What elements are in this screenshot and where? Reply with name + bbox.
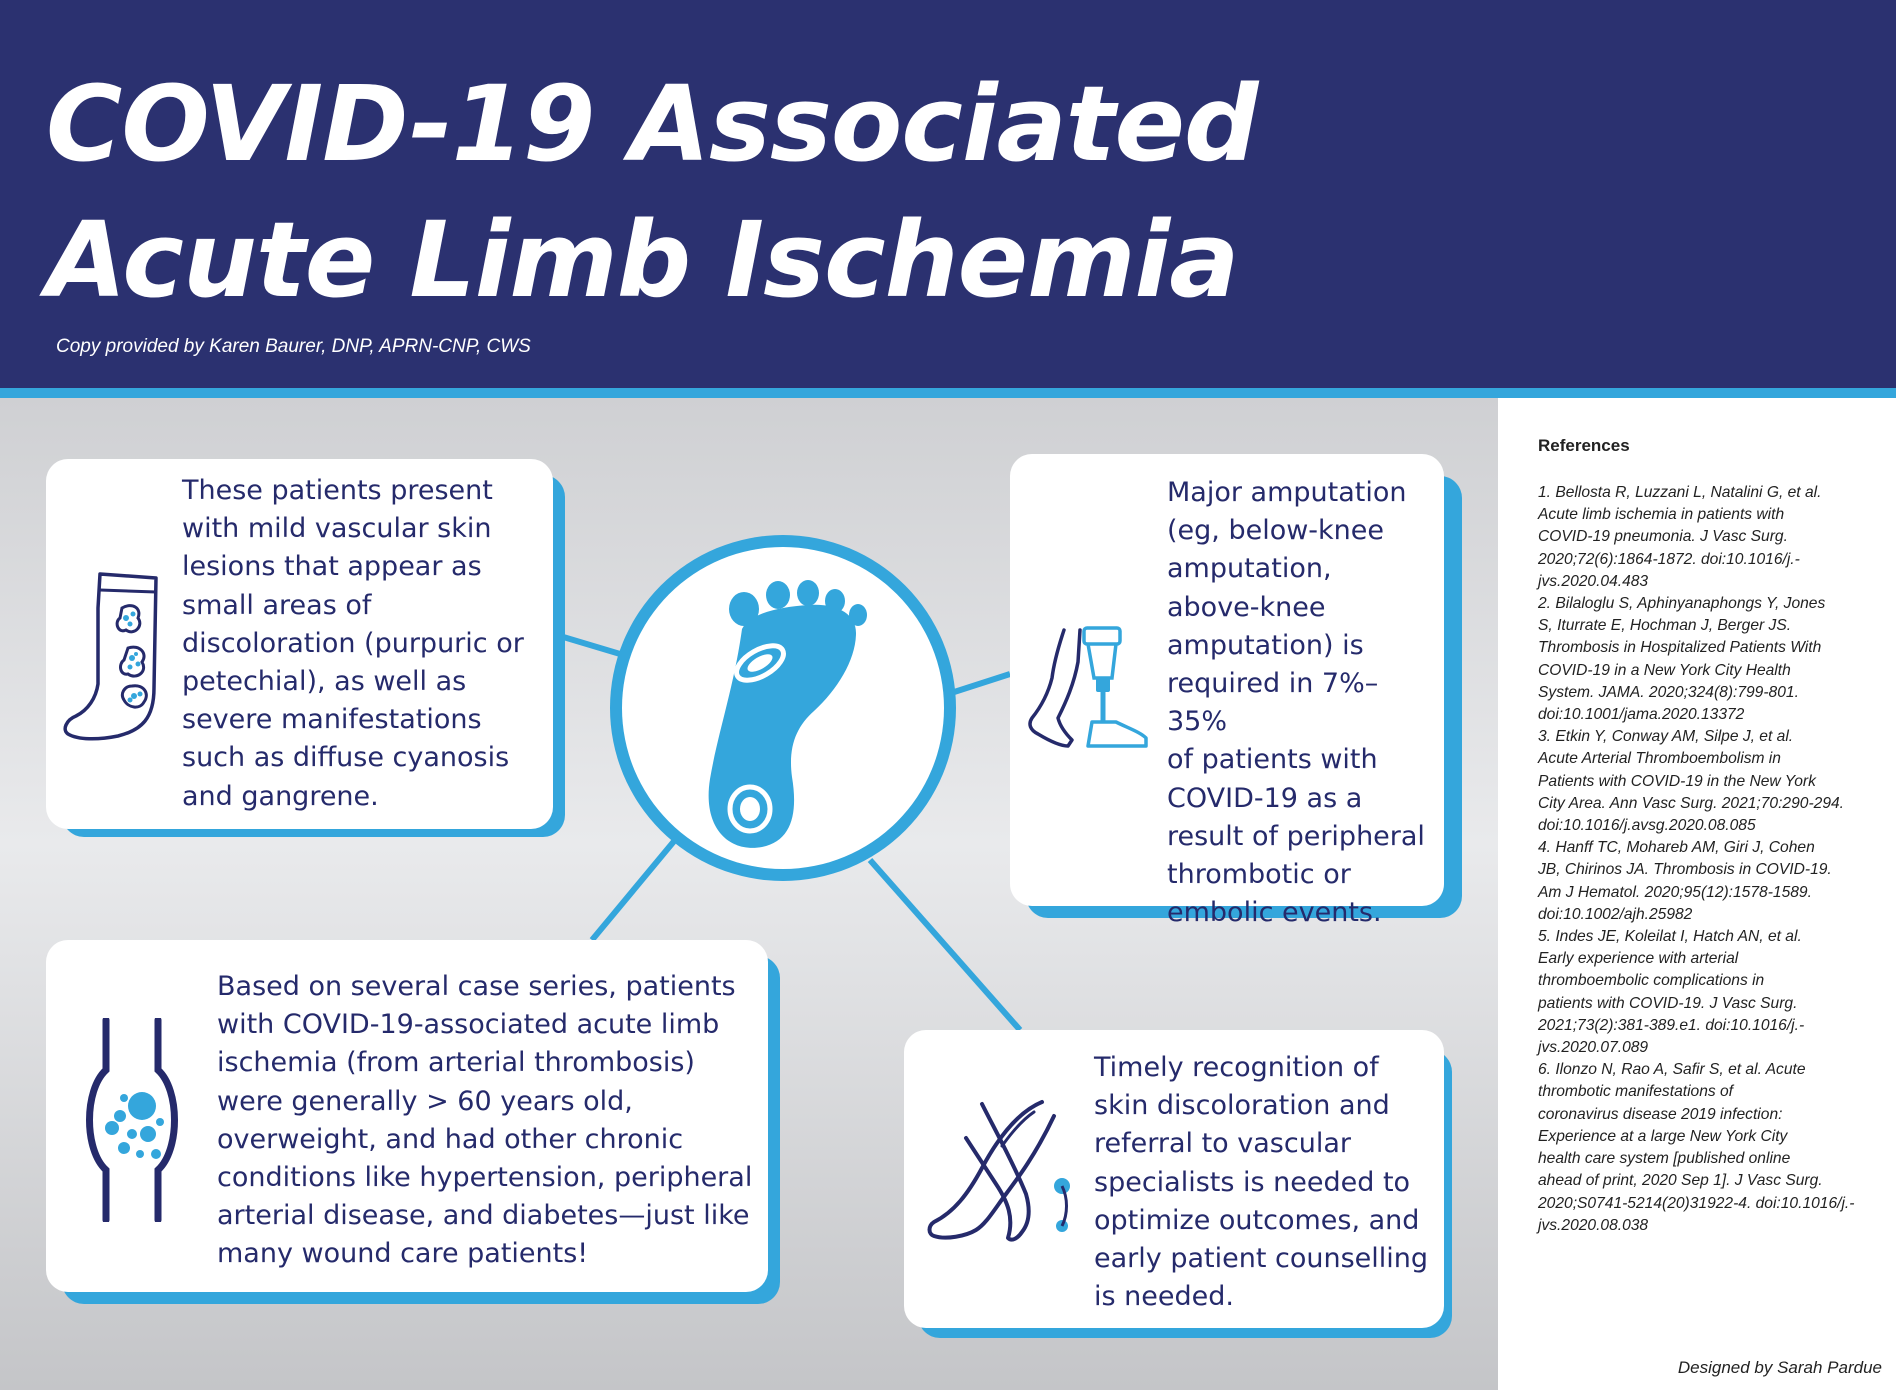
text-line: optimize outcomes, and [1094,1204,1420,1236]
text-line: lesions that appear as [182,551,482,583]
reference-line: JB, Chirinos JA. Thrombosis in COVID-19. [1538,861,1832,879]
reference-line: 2020;S0741-5214(20)31922-4. doi:10.1016/j.- [1538,1194,1855,1212]
text-line: Timely recognition of [1094,1052,1379,1083]
reference-line: jvs.2020.07.089 [1538,1039,1649,1057]
text-line: many wound care patients! [217,1238,589,1270]
text-line: above-knee [1167,591,1326,623]
text-line: early patient counselling [1094,1243,1429,1275]
reference-line: COVID-19 in a New York City Health [1538,661,1791,679]
text-line: skin discoloration and [1094,1090,1390,1122]
reference-item [1538,837,1873,926]
text-line: required in 7%–35% [1167,668,1379,738]
text-line: of patients with [1167,744,1378,776]
text-line: result of peripheral [1167,820,1425,852]
reference-line: Early experience with arterial [1538,950,1739,968]
leg-lesions-icon [58,568,168,748]
reference-line: City Area. Ann Vasc Surg. 2021;70:290-294. [1538,794,1844,812]
reference-line: 2. Bilaloglu S, Aphinyanaphongs Y, Jones [1538,595,1826,613]
reference-line: Thrombosis in Hospitalized Patients With [1538,639,1822,657]
reference-item [1538,482,1873,593]
card-recognition-text [1094,1049,1439,1316]
reference-item [1538,593,1873,726]
text-line: specialists is needed to [1094,1166,1411,1198]
text-line: referral to vascular [1094,1128,1351,1160]
text-line: Based on several case series, patients [217,971,736,1002]
text-line: These patients present [182,475,493,506]
text-line: petechial), as well as [182,666,467,698]
text-line: arterial disease, and diabetes—just like [217,1200,750,1232]
reference-line: ahead of print, 2020 Sep 1]. J Vasc Surg. [1538,1172,1823,1190]
reference-line: Acute limb ischemia in patients with [1538,506,1785,524]
center-circle-inner [622,547,944,869]
reference-line: doi:10.1016/j.avsg.2020.08.085 [1538,817,1756,835]
text-line: with COVID-19-associated acute limb [217,1009,720,1041]
text-line: Major amputation [1167,477,1407,508]
reference-line: patients with COVID-19. J Vasc Surg. [1538,994,1798,1012]
text-line: small areas of [182,589,372,621]
reference-line: doi:10.1001/jama.2020.13372 [1538,706,1745,724]
card-amputation-text [1167,474,1437,932]
reference-line: thromboembolic complications in [1538,972,1765,990]
reference-line: 6. Ilonzo N, Rao A, Safir S, et al. Acute [1538,1061,1806,1079]
foot-sole-icon [622,547,944,869]
text-line: overweight, and had other chronic [217,1123,684,1155]
references-list [1538,482,1873,1237]
references-heading: References [1538,436,1630,455]
card-case-series-text [217,968,762,1274]
connector-recognition [870,860,1020,1030]
text-line: and gangrene. [182,780,379,812]
reference-line: Am J Hematol. 2020;95(12):1578-1589. [1538,883,1812,901]
reference-item [1538,726,1873,837]
reference-line: 1. Bellosta R, Luzzani L, Natalini G, et al. [1538,484,1822,501]
text-line: with mild vascular skin [182,513,492,545]
reference-line: thrombotic manifestations of [1538,1083,1734,1101]
reference-item [1538,926,1873,1059]
text-line: conditions like hypertension, peripheral [217,1162,753,1194]
connector-amputation [948,674,1010,694]
crossed-legs-icon [922,1098,1080,1250]
reference-line: coronavirus disease 2019 infection: [1538,1105,1783,1123]
artery-clot-icon [76,1018,188,1222]
reference-line: health care system [published online [1538,1150,1791,1168]
references-panel [1538,436,1873,1237]
reference-line: 3. Etkin Y, Conway AM, Silpe J, et al. [1538,728,1794,746]
reference-line: Patients with COVID-19 in the New York [1538,772,1816,790]
reference-line: 5. Indes JE, Koleilat I, Hatch AN, et al. [1538,928,1802,946]
text-line: discoloration (purpuric or [182,627,524,659]
title-line-1: COVID-19 Associated [46,63,1258,185]
text-line: ischemia (from arterial thrombosis) [217,1047,695,1079]
text-line: severe manifestations [182,704,482,736]
reference-line: S, Iturrate E, Hochman J, Berger JS. [1538,617,1792,635]
title-line-2: Acute Limb Ischemia [46,199,1239,321]
reference-line: 2021;73(2):381-389.e1. doi:10.1016/j.- [1538,1016,1805,1034]
reference-line: Acute Arterial Thromboembolism in [1538,750,1781,768]
text-line: were generally > 60 years old, [217,1085,633,1117]
reference-item [1538,1059,1873,1237]
text-line: COVID-19 as a [1167,782,1363,814]
reference-line: doi:10.1002/ajh.25982 [1538,905,1693,923]
text-line: amputation, [1167,553,1332,585]
reference-line: jvs.2020.04.483 [1538,572,1649,590]
reference-line: COVID-19 pneumonia. J Vasc Surg. [1538,528,1788,546]
reference-line: 4. Hanff TC, Mohareb AM, Giri J, Cohen [1538,839,1815,857]
reference-line: Experience at a large New York City [1538,1127,1788,1145]
reference-line: jvs.2020.08.038 [1538,1216,1649,1234]
text-line: amputation) is [1167,629,1364,661]
designer-credit: Designed by Sarah Pardue [1677,1358,1882,1377]
text-line: embolic events. [1167,897,1382,929]
text-line: (eg, below-knee [1167,515,1385,547]
reference-line: 2020;72(6):1864-1872. doi:10.1016/j.- [1538,550,1800,568]
copy-credit: Copy provided by Karen Baurer, DNP, APRN-CNP, CWS [56,336,531,357]
text-line: is needed. [1094,1281,1234,1313]
text-line: such as diffuse cyanosis [182,742,510,774]
prosthetic-leg-icon [1024,622,1154,752]
reference-line: System. JAMA. 2020;324(8):799-801. [1538,683,1799,701]
card-skin-lesions-text [182,472,542,816]
text-line: thrombotic or [1167,859,1351,891]
